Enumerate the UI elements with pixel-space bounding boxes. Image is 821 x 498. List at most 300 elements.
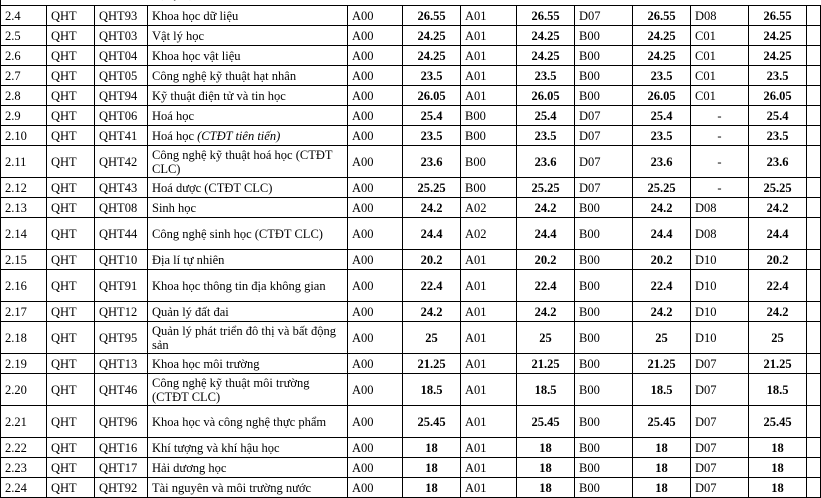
row-major-name [148, 438, 348, 458]
row-major-code: QHT44 [95, 218, 148, 250]
row-score-4: 25.4 [749, 106, 807, 126]
row-major-name [148, 106, 348, 126]
row-stt: 2.5 [1, 26, 47, 46]
row-score-4: 26.55 [749, 6, 807, 26]
row-school-code: QHT [47, 218, 95, 250]
row-trailing-cell [807, 478, 821, 498]
row-score-3: 26.55 [633, 6, 691, 26]
row-score-3: 25 [633, 322, 691, 354]
top-fragment-text [159, 0, 193, 1]
row-trailing-cell [807, 86, 821, 106]
row-combo-4: D07 [691, 354, 749, 374]
table-row [1, 106, 821, 126]
major-name-text: Công nghệ kỹ thuật môi trường (CTĐT CLC) [152, 375, 310, 404]
row-combo-3: B00 [575, 198, 633, 218]
row-score-2: 23.5 [517, 126, 575, 146]
row-stt: 2.11 [1, 146, 47, 178]
major-name-text: Tài nguyên và môi trường nước [152, 480, 312, 495]
row-school-code: QHT [47, 178, 95, 198]
row-stt: 2.17 [1, 302, 47, 322]
row-score-1: 25.4 [403, 106, 461, 126]
row-combo-4: D07 [691, 438, 749, 458]
row-major-name [148, 178, 348, 198]
row-combo-4: D08 [691, 198, 749, 218]
row-combo-3: B00 [575, 218, 633, 250]
row-combo-3: B00 [575, 354, 633, 374]
row-stt: 2.4 [1, 6, 47, 26]
row-combo-4: C01 [691, 46, 749, 66]
major-name-text: Hoá dược (CTĐT CLC) [152, 180, 273, 195]
row-score-1: 18 [403, 478, 461, 498]
row-score-3: 23.6 [633, 146, 691, 178]
row-school-code: QHT [47, 198, 95, 218]
row-combo-1: A00 [348, 458, 403, 478]
row-major-code: QHT91 [95, 270, 148, 302]
row-trailing-cell [807, 46, 821, 66]
major-name-text: Khoa học vật liệu [152, 48, 241, 63]
row-score-3: 22.4 [633, 270, 691, 302]
admission-score-table [0, 5, 821, 498]
row-combo-1: A00 [348, 126, 403, 146]
row-school-code: QHT [47, 302, 95, 322]
row-combo-1: A00 [348, 438, 403, 458]
row-school-code: QHT [47, 478, 95, 498]
table-row [1, 458, 821, 478]
row-combo-4: - [691, 106, 749, 126]
major-name-text: Công nghệ kỹ thuật hạt nhân [152, 68, 297, 83]
row-stt: 2.24 [1, 478, 47, 498]
row-school-code: QHT [47, 406, 95, 438]
row-school-code: QHT [47, 86, 95, 106]
major-name-text: Quản lý đất đai [152, 304, 229, 319]
row-score-3: 24.25 [633, 26, 691, 46]
row-combo-3: D07 [575, 146, 633, 178]
row-combo-3: D07 [575, 106, 633, 126]
row-major-code: QHT41 [95, 126, 148, 146]
row-score-1: 23.5 [403, 66, 461, 86]
row-combo-1: A00 [348, 106, 403, 126]
row-major-code: QHT94 [95, 86, 148, 106]
row-score-3: 24.25 [633, 46, 691, 66]
table-row [1, 478, 821, 498]
row-score-1: 18 [403, 438, 461, 458]
row-combo-4: C01 [691, 86, 749, 106]
row-major-name [148, 322, 348, 354]
row-major-code: QHT93 [95, 6, 148, 26]
row-score-4: 25.25 [749, 178, 807, 198]
row-score-2: 24.4 [517, 218, 575, 250]
row-major-name [148, 66, 348, 86]
row-score-1: 24.4 [403, 218, 461, 250]
row-score-2: 18 [517, 438, 575, 458]
row-combo-4: D07 [691, 458, 749, 478]
row-score-2: 21.25 [517, 354, 575, 374]
row-combo-2: B00 [461, 178, 517, 198]
major-program-note: (CTĐT tiên tiến) [197, 128, 281, 143]
row-score-4: 25 [749, 322, 807, 354]
row-major-name [148, 458, 348, 478]
row-stt: 2.6 [1, 46, 47, 66]
row-combo-4: D08 [691, 218, 749, 250]
row-combo-1: A00 [348, 6, 403, 26]
row-score-2: 23.6 [517, 146, 575, 178]
row-score-1: 24.2 [403, 302, 461, 322]
row-stt: 2.19 [1, 354, 47, 374]
row-combo-1: A00 [348, 322, 403, 354]
major-name-text: Khoa học và công nghệ thực phẩm [152, 414, 327, 429]
row-score-1: 18 [403, 458, 461, 478]
row-major-code: QHT05 [95, 66, 148, 86]
major-name-text: Khoa học thông tin địa không gian [152, 278, 326, 293]
row-score-4: 25.45 [749, 406, 807, 438]
row-score-4: 26.05 [749, 86, 807, 106]
row-score-1: 24.2 [403, 198, 461, 218]
row-school-code: QHT [47, 438, 95, 458]
table-row [1, 406, 821, 438]
row-trailing-cell [807, 218, 821, 250]
row-combo-3: B00 [575, 438, 633, 458]
row-score-3: 25.25 [633, 178, 691, 198]
row-school-code: QHT [47, 322, 95, 354]
row-score-1: 21.25 [403, 354, 461, 374]
table-row [1, 322, 821, 354]
row-score-3: 18 [633, 438, 691, 458]
row-major-code: QHT43 [95, 178, 148, 198]
row-major-code: QHT03 [95, 26, 148, 46]
table-row [1, 302, 821, 322]
row-combo-3: B00 [575, 322, 633, 354]
row-school-code: QHT [47, 106, 95, 126]
row-major-code: QHT10 [95, 250, 148, 270]
row-score-4: 20.2 [749, 250, 807, 270]
row-combo-2: A01 [461, 46, 517, 66]
row-combo-2: B00 [461, 106, 517, 126]
row-combo-4: - [691, 178, 749, 198]
row-score-1: 18.5 [403, 374, 461, 406]
row-score-4: 24.2 [749, 302, 807, 322]
row-score-3: 24.4 [633, 218, 691, 250]
row-score-3: 23.5 [633, 126, 691, 146]
major-name-text: Địa lí tự nhiên [152, 252, 225, 267]
row-combo-1: A00 [348, 406, 403, 438]
row-stt: 2.12 [1, 178, 47, 198]
row-combo-1: A00 [348, 198, 403, 218]
row-trailing-cell [807, 146, 821, 178]
row-school-code: QHT [47, 146, 95, 178]
row-score-4: 24.25 [749, 46, 807, 66]
row-major-code: QHT08 [95, 198, 148, 218]
row-combo-3: B00 [575, 250, 633, 270]
row-score-4: 23.5 [749, 126, 807, 146]
major-name-text: Khoa học môi trường [152, 356, 260, 371]
row-combo-2: A01 [461, 478, 517, 498]
row-trailing-cell [807, 270, 821, 302]
row-score-4: 23.6 [749, 146, 807, 178]
row-stt: 2.15 [1, 250, 47, 270]
row-major-code: QHT12 [95, 302, 148, 322]
row-score-2: 26.05 [517, 86, 575, 106]
row-combo-3: B00 [575, 86, 633, 106]
row-score-2: 25.4 [517, 106, 575, 126]
row-combo-1: A00 [348, 354, 403, 374]
row-combo-4: C01 [691, 26, 749, 46]
table-row [1, 26, 821, 46]
row-score-2: 18.5 [517, 374, 575, 406]
row-stt: 2.9 [1, 106, 47, 126]
row-combo-2: A01 [461, 6, 517, 26]
row-score-2: 25.25 [517, 178, 575, 198]
row-combo-2: B00 [461, 126, 517, 146]
row-score-2: 18 [517, 458, 575, 478]
row-major-name [148, 302, 348, 322]
row-score-4: 18.5 [749, 374, 807, 406]
row-combo-2: A02 [461, 198, 517, 218]
row-score-1: 24.25 [403, 46, 461, 66]
row-major-code: QHT96 [95, 406, 148, 438]
table-row [1, 86, 821, 106]
row-stt: 2.13 [1, 198, 47, 218]
top-fragment-row [0, 0, 780, 5]
row-score-2: 22.4 [517, 270, 575, 302]
row-stt: 2.16 [1, 270, 47, 302]
row-combo-1: A00 [348, 86, 403, 106]
row-trailing-cell [807, 66, 821, 86]
row-school-code: QHT [47, 66, 95, 86]
row-major-name [148, 146, 348, 178]
row-stt: 2.8 [1, 86, 47, 106]
row-school-code: QHT [47, 354, 95, 374]
row-major-code: QHT04 [95, 46, 148, 66]
row-score-3: 21.25 [633, 354, 691, 374]
row-score-1: 23.6 [403, 146, 461, 178]
row-score-4: 24.25 [749, 26, 807, 46]
row-score-3: 18 [633, 458, 691, 478]
row-score-3: 26.05 [633, 86, 691, 106]
row-score-4: 22.4 [749, 270, 807, 302]
row-combo-4: D07 [691, 406, 749, 438]
row-stt: 2.14 [1, 218, 47, 250]
major-name-text: Công nghệ sinh học (CTĐT CLC) [152, 226, 323, 241]
row-stt: 2.23 [1, 458, 47, 478]
row-stt: 2.21 [1, 406, 47, 438]
row-score-3: 18 [633, 478, 691, 498]
row-combo-1: A00 [348, 66, 403, 86]
row-major-name [148, 6, 348, 26]
row-major-name [148, 86, 348, 106]
row-combo-4: D10 [691, 270, 749, 302]
row-combo-2: A01 [461, 322, 517, 354]
row-combo-1: A00 [348, 218, 403, 250]
table-row [1, 126, 821, 146]
row-stt: 2.22 [1, 438, 47, 458]
row-combo-4: D07 [691, 374, 749, 406]
row-major-name [148, 354, 348, 374]
table-row [1, 66, 821, 86]
row-score-2: 20.2 [517, 250, 575, 270]
row-score-2: 24.25 [517, 26, 575, 46]
major-name-text: Vật lý học [152, 28, 205, 43]
row-trailing-cell [807, 438, 821, 458]
row-trailing-cell [807, 322, 821, 354]
row-trailing-cell [807, 250, 821, 270]
row-combo-4: C01 [691, 66, 749, 86]
major-name-text: Hải dương học [152, 460, 227, 475]
row-combo-4: D08 [691, 6, 749, 26]
table-row [1, 438, 821, 458]
row-stt: 2.10 [1, 126, 47, 146]
row-combo-1: A00 [348, 46, 403, 66]
row-score-1: 25.25 [403, 178, 461, 198]
row-score-2: 24.2 [517, 198, 575, 218]
row-combo-3: B00 [575, 458, 633, 478]
row-major-code: QHT17 [95, 458, 148, 478]
row-combo-2: A01 [461, 250, 517, 270]
row-combo-1: A00 [348, 146, 403, 178]
row-school-code: QHT [47, 46, 95, 66]
major-name-text: Khoa học dữ liệu [152, 8, 239, 23]
row-combo-3: B00 [575, 270, 633, 302]
row-score-1: 26.05 [403, 86, 461, 106]
row-school-code: QHT [47, 270, 95, 302]
table-row [1, 250, 821, 270]
row-score-4: 23.5 [749, 66, 807, 86]
row-combo-3: D07 [575, 126, 633, 146]
table-row [1, 6, 821, 26]
major-name-text: Công nghệ kỹ thuật hoá học (CTĐT CLC) [152, 147, 333, 176]
row-trailing-cell [807, 178, 821, 198]
row-score-4: 24.4 [749, 218, 807, 250]
row-major-name [148, 26, 348, 46]
row-combo-3: B00 [575, 406, 633, 438]
table-row [1, 46, 821, 66]
row-school-code: QHT [47, 126, 95, 146]
row-combo-4: - [691, 126, 749, 146]
row-combo-1: A00 [348, 250, 403, 270]
row-score-2: 24.2 [517, 302, 575, 322]
row-score-2: 23.5 [517, 66, 575, 86]
row-combo-1: A00 [348, 302, 403, 322]
row-major-name [148, 270, 348, 302]
row-major-name [148, 126, 348, 146]
row-score-2: 18 [517, 478, 575, 498]
row-score-3: 24.2 [633, 302, 691, 322]
row-score-3: 18.5 [633, 374, 691, 406]
row-trailing-cell [807, 406, 821, 438]
row-major-name [148, 374, 348, 406]
table-row [1, 178, 821, 198]
row-combo-2: A01 [461, 270, 517, 302]
table-row [1, 198, 821, 218]
row-trailing-cell [807, 374, 821, 406]
major-name-text: Hoá học [152, 108, 194, 123]
row-combo-4: D10 [691, 322, 749, 354]
row-combo-2: A01 [461, 458, 517, 478]
row-score-2: 24.25 [517, 46, 575, 66]
row-stt: 2.20 [1, 374, 47, 406]
row-score-1: 26.55 [403, 6, 461, 26]
row-score-4: 18 [749, 458, 807, 478]
row-combo-2: A01 [461, 354, 517, 374]
row-trailing-cell [807, 106, 821, 126]
row-score-3: 23.5 [633, 66, 691, 86]
row-combo-1: A00 [348, 270, 403, 302]
row-combo-1: A00 [348, 374, 403, 406]
row-combo-3: B00 [575, 478, 633, 498]
row-score-1: 25 [403, 322, 461, 354]
row-major-code: QHT06 [95, 106, 148, 126]
row-score-1: 24.25 [403, 26, 461, 46]
row-score-1: 23.5 [403, 126, 461, 146]
row-combo-2: A01 [461, 66, 517, 86]
major-name-text: Quản lý phát triển đô thị và bất động sản [152, 323, 336, 352]
row-score-2: 25.45 [517, 406, 575, 438]
row-score-4: 21.25 [749, 354, 807, 374]
row-combo-4: D07 [691, 478, 749, 498]
table-row [1, 270, 821, 302]
row-trailing-cell [807, 126, 821, 146]
table-row [1, 374, 821, 406]
row-combo-3: D07 [575, 178, 633, 198]
row-major-name [148, 406, 348, 438]
row-score-4: 18 [749, 478, 807, 498]
row-combo-2: A01 [461, 406, 517, 438]
row-combo-2: A01 [461, 302, 517, 322]
row-major-code: QHT16 [95, 438, 148, 458]
row-trailing-cell [807, 198, 821, 218]
row-score-4: 24.2 [749, 198, 807, 218]
major-name-text: Sinh học [152, 200, 197, 215]
row-major-code: QHT13 [95, 354, 148, 374]
row-score-3: 25.4 [633, 106, 691, 126]
row-score-4: 18 [749, 438, 807, 458]
table-row [1, 218, 821, 250]
row-major-name [148, 218, 348, 250]
row-school-code: QHT [47, 458, 95, 478]
row-major-code: QHT95 [95, 322, 148, 354]
row-trailing-cell [807, 354, 821, 374]
row-major-code: QHT46 [95, 374, 148, 406]
row-major-code: QHT42 [95, 146, 148, 178]
row-score-2: 26.55 [517, 6, 575, 26]
row-major-name [148, 250, 348, 270]
row-combo-4: - [691, 146, 749, 178]
row-score-2: 25 [517, 322, 575, 354]
row-combo-4: D10 [691, 250, 749, 270]
row-combo-1: A00 [348, 478, 403, 498]
row-trailing-cell [807, 26, 821, 46]
row-school-code: QHT [47, 26, 95, 46]
row-score-1: 20.2 [403, 250, 461, 270]
row-combo-2: A01 [461, 374, 517, 406]
row-score-1: 22.4 [403, 270, 461, 302]
row-school-code: QHT [47, 374, 95, 406]
row-trailing-cell [807, 6, 821, 26]
row-score-1: 25.45 [403, 406, 461, 438]
row-major-name [148, 46, 348, 66]
row-score-3: 24.2 [633, 198, 691, 218]
table-body [1, 6, 821, 498]
row-score-3: 20.2 [633, 250, 691, 270]
major-name-text: Kỹ thuật điện tử và tin học [152, 88, 286, 103]
row-combo-2: A02 [461, 218, 517, 250]
row-trailing-cell [807, 458, 821, 478]
row-combo-3: B00 [575, 66, 633, 86]
row-combo-1: A00 [348, 178, 403, 198]
row-stt: 2.7 [1, 66, 47, 86]
row-combo-3: B00 [575, 374, 633, 406]
row-major-name [148, 478, 348, 498]
row-combo-3: B00 [575, 26, 633, 46]
